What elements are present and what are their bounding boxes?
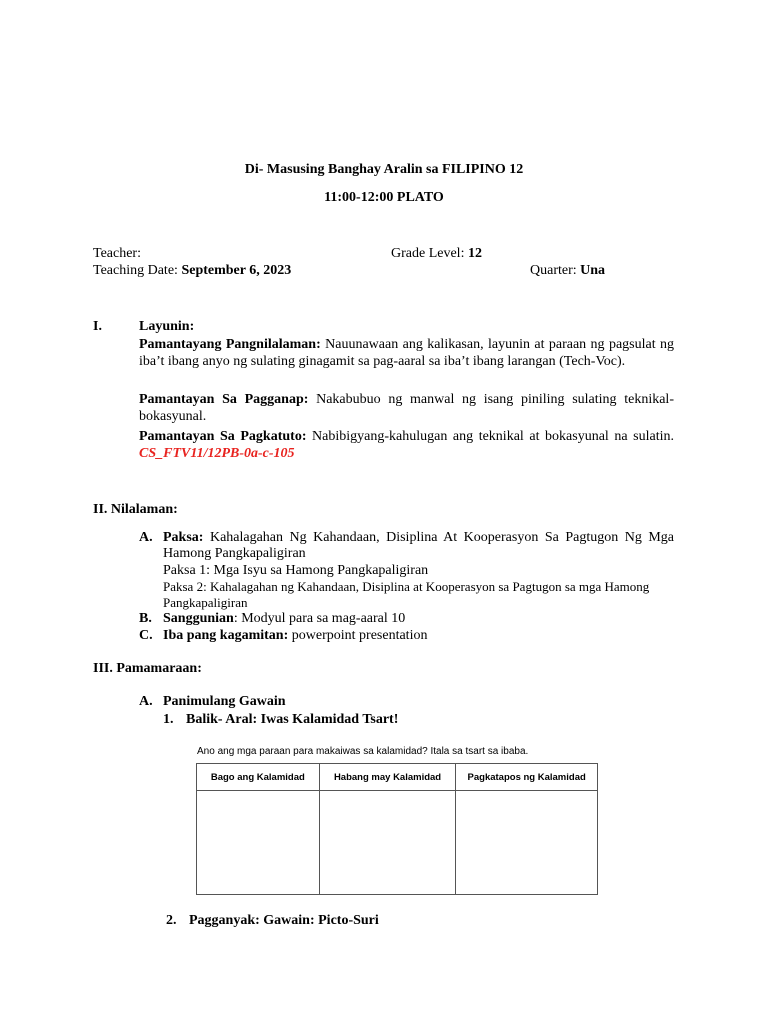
teacher-label: Teacher: bbox=[93, 246, 141, 261]
column-header-bago: Bago ang Kalamidad bbox=[197, 764, 320, 791]
objective-text: Nabibigyang-kahulugan ang teknikal at bokasyunal na sulatin. bbox=[306, 429, 674, 444]
sanggunian-item bbox=[163, 611, 405, 627]
section-3-heading: III. Pamamaraan: bbox=[93, 661, 202, 676]
table-header-row bbox=[197, 764, 598, 791]
teaching-date bbox=[93, 263, 291, 279]
section-2-heading: II. Nilalaman: bbox=[93, 502, 178, 517]
paksa-1: Paksa 1: Mga Isyu sa Hamong Pangkapaligiran bbox=[163, 563, 429, 578]
item-a-letter: A. bbox=[139, 530, 153, 545]
sanggunian-label: Sanggunian bbox=[163, 611, 234, 626]
document-title: Di- Masusing Banghay Aralin sa FILIPINO 12 bbox=[244, 162, 524, 177]
kagamitan-text: powerpoint presentation bbox=[288, 628, 428, 643]
objective-learning-competency bbox=[139, 428, 674, 462]
table-row bbox=[197, 791, 598, 895]
kagamitan-item bbox=[163, 628, 427, 644]
column-header-habang: Habang may Kalamidad bbox=[319, 764, 456, 791]
quarter-value: Una bbox=[580, 263, 606, 278]
grade-level-label: Grade Level: bbox=[391, 246, 468, 261]
column-header-pagkatapos: Pagkatapos ng Kalamidad bbox=[456, 764, 598, 791]
objective-text: Nakabubuo ng manwal ng isang piniling sulating teknikal-bokasyunal. bbox=[139, 392, 674, 424]
paksa-text: Kahalagahan Ng Kahandaan, Disiplina At Kooperasyon Sa Pagtugon Ng Mga Hamong Pangkapaligiran bbox=[163, 530, 674, 561]
table-cell bbox=[319, 791, 456, 895]
objective-text: Nauunawaan ang kalikasan, layunin at paraan ng pagsulat ng iba’t ibang anyo ng sulating ginagamit sa pag-aaral sa iba’t ibang larangan (Tech-Voc). bbox=[139, 337, 674, 369]
pagganyak-label: Pagganyak: Gawain: Picto-Suri bbox=[189, 913, 379, 928]
item-b-letter: B. bbox=[139, 611, 152, 626]
table-cell bbox=[456, 791, 598, 895]
section-1-number: I. bbox=[93, 319, 102, 334]
item-a-letter: A. bbox=[139, 694, 153, 709]
item-c-letter: C. bbox=[139, 628, 153, 643]
kagamitan-label: Iba pang kagamitan: bbox=[163, 628, 289, 643]
item-1-number: 1. bbox=[163, 712, 174, 727]
balik-aral-label: Balik- Aral: Iwas Kalamidad Tsart! bbox=[186, 712, 399, 727]
objective-content-standard bbox=[139, 336, 674, 370]
paksa-label: Paksa: bbox=[163, 530, 204, 545]
table-cell bbox=[197, 791, 320, 895]
objective-performance-standard bbox=[139, 391, 674, 425]
teaching-date-label: Teaching Date: bbox=[93, 263, 182, 278]
panimulang-gawain-label: Panimulang Gawain bbox=[163, 694, 286, 709]
schedule-line: 11:00-12:00 PLATO bbox=[324, 190, 444, 205]
teaching-date-value: September 6, 2023 bbox=[181, 263, 292, 278]
paksa-item bbox=[163, 530, 674, 562]
objective-label: Pamantayan Sa Pagganap: bbox=[139, 392, 309, 407]
item-2-number: 2. bbox=[166, 913, 177, 928]
objective-label: Pamantayan Sa Pagkatuto: bbox=[139, 429, 307, 444]
competency-code: CS_FTV11/12PB-0a-c-105 bbox=[139, 446, 295, 461]
grade-level bbox=[391, 246, 482, 262]
section-1-heading: Layunin: bbox=[139, 319, 195, 334]
chart-caption: Ano ang mga paraan para makaiwas sa kalamidad? Itala sa tsart sa ibaba. bbox=[197, 746, 529, 757]
objective-label: Pamantayang Pangnilalaman: bbox=[139, 337, 321, 352]
quarter-label: Quarter: bbox=[530, 263, 581, 278]
paksa-2: Paksa 2: Kahalagahan ng Kahandaan, Disiplina at Kooperasyon sa Pagtugon sa mga Hamong Pangkapaligiran bbox=[163, 579, 650, 610]
sanggunian-text: : Modyul para sa mag-aaral 10 bbox=[233, 611, 406, 626]
quarter bbox=[530, 263, 605, 279]
grade-level-value: 12 bbox=[467, 246, 482, 261]
kalamidad-chart-table bbox=[196, 763, 598, 895]
